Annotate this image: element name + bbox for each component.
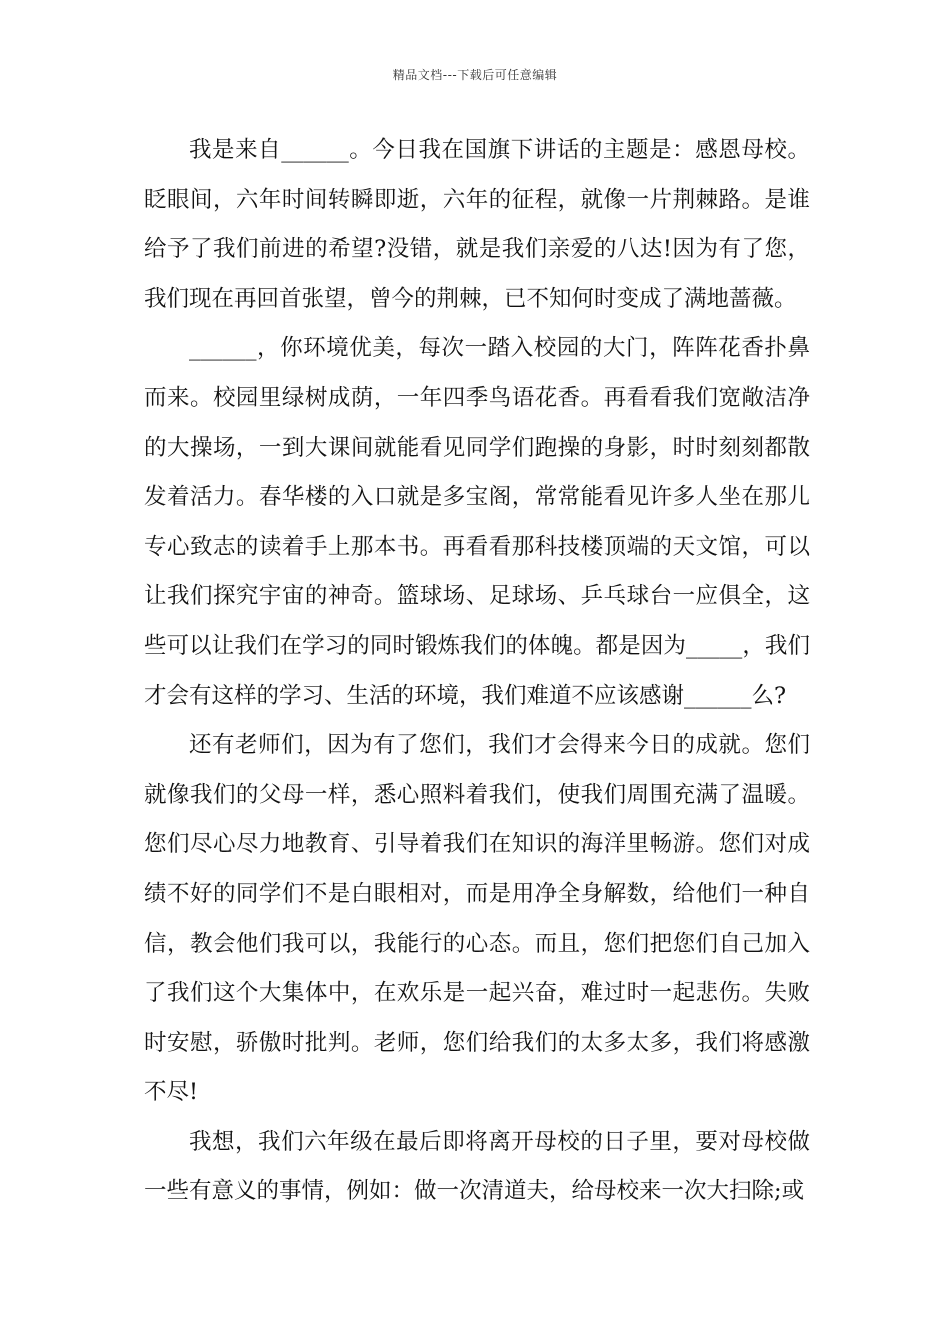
page-header: 精品文档---下载后可任意编辑 <box>392 68 558 82</box>
paragraph: 我是来自______。今日我在国旗下讲话的主题是：感恩母校。眨眼间，六年时间转瞬即逝，六年的征程，就像一片荆棘路。是谁给予了我们前进的希望?没错，就是我们亲爱的八达!因为有了您，我们现在再回首张望，曾今的荆棘，已不知何时变成了满地蔷薇。 <box>144 137 810 312</box>
paragraph: 还有老师们，因为有了您们，我们才会得来今日的成就。您们就像我们的父母一样，悉心照料着我们，使我们周围充满了温暖。您们尽心尽力地教育、引导着我们在知识的海洋里畅游。您们对成绩不好的同学们不是白眼相对，而是用净全身解数，给他们一种自信，教会他们我可以，我能行的心态。而且，您们把您们自己加入了我们这个大集体中，在欢乐是一起兴奋，难过时一起悲伤。失败时安慰，骄傲时批判。老师，您们给我们的太多太多，我们将感激不尽! <box>144 732 810 1106</box>
paragraph: ______，你环境优美，每次一踏入校园的大门，阵阵花香扑鼻而来。校园里绿树成荫，一年四季鸟语花香。再看看我们宽敞洁净的大操场，一到大课间就能看见同学们跑操的身影，时时刻刻都散发着活力。春华楼的入口就是多宝阁，常常能看见许多人坐在那儿专心致志的读着手上那本书。再看看那科技楼顶端的天文馆，可以让我们探究宇宙的神奇。篮球场、足球场、乒乓球台一应俱全，这些可以让我们在学习的同时锻炼我们的体魄。都是因为_____，我们才会有这样的学习、生活的环境，我们难道不应该感谢______么? <box>144 335 810 709</box>
document-body <box>144 126 810 1217</box>
paragraph: 我想，我们六年级在最后即将离开母校的日子里，要对母校做一些有意义的事情，例如：做一次清道夫，给母校来一次大扫除;或 <box>144 1128 810 1205</box>
